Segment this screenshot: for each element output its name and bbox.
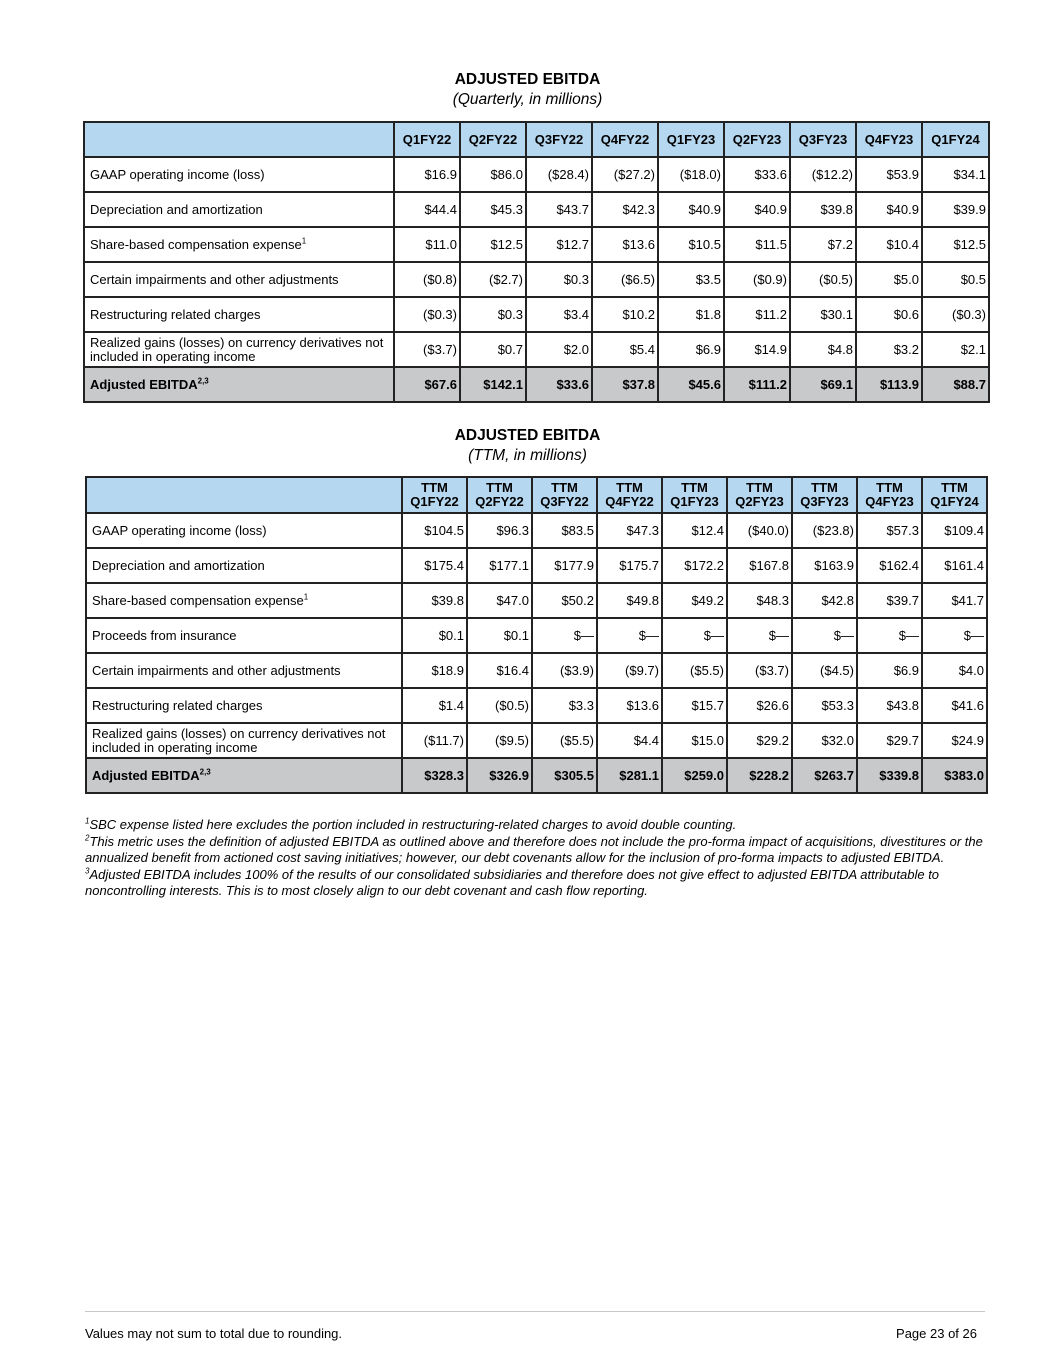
- footnote-marker: 1: [301, 236, 307, 246]
- row-label: [86, 653, 402, 688]
- value-cell: $2.0: [526, 332, 592, 367]
- value-cell: ($28.4): [526, 157, 592, 192]
- value-cell: ($0.8): [394, 262, 460, 297]
- value-cell: $53.9: [856, 157, 922, 192]
- value-cell: ($4.5): [792, 653, 857, 688]
- value-cell: $3.2: [856, 332, 922, 367]
- footnote-marker: 1: [303, 592, 309, 602]
- value-cell: $326.9: [467, 758, 532, 793]
- row-label-text: Realized gains (losses) on currency derivatives not included in operating income: [90, 334, 384, 364]
- value-cell: $48.3: [727, 583, 792, 618]
- row-label-text: Realized gains (losses) on currency derivatives not included in operating income: [92, 725, 386, 755]
- value-cell: $109.4: [922, 513, 987, 548]
- column-header: [402, 477, 467, 513]
- row-label-text: GAAP operating income (loss): [90, 166, 265, 182]
- column-header-line: TTM: [551, 480, 578, 495]
- value-cell: $177.9: [532, 548, 597, 583]
- column-header-line: TTM: [616, 480, 643, 495]
- value-cell: $15.0: [662, 723, 727, 758]
- column-header: [922, 477, 987, 513]
- footnote-number: 2: [85, 833, 90, 843]
- header-blank-cell: [84, 122, 394, 157]
- column-header: Q1FY24: [922, 122, 989, 157]
- column-header-line: TTM: [876, 480, 903, 495]
- row-label-text: Restructuring related charges: [90, 306, 261, 322]
- value-cell: $47.3: [597, 513, 662, 548]
- row-label-text: Certain impairments and other adjustments: [92, 662, 341, 678]
- value-cell: $34.1: [922, 157, 989, 192]
- value-cell: ($3.7): [727, 653, 792, 688]
- row-label: [84, 227, 394, 262]
- quarterly-title: ADJUSTED EBITDA: [454, 71, 601, 88]
- value-cell: $10.4: [856, 227, 922, 262]
- value-cell: $228.2: [727, 758, 792, 793]
- value-cell: ($9.7): [597, 653, 662, 688]
- value-cell: $263.7: [792, 758, 857, 793]
- value-cell: $42.3: [592, 192, 658, 227]
- table-row: [84, 227, 989, 262]
- value-cell: $0.3: [460, 297, 526, 332]
- footnote-marker: 2,3: [197, 376, 209, 386]
- value-cell: $3.3: [532, 688, 597, 723]
- column-header: [792, 477, 857, 513]
- value-cell: $40.9: [658, 192, 724, 227]
- footer-divider: [85, 1311, 985, 1312]
- value-cell: $7.2: [790, 227, 856, 262]
- value-cell: $50.2: [532, 583, 597, 618]
- row-label: [86, 688, 402, 723]
- column-header-line: Q1FY22: [410, 494, 459, 509]
- column-header-line: Q1FY23: [670, 494, 719, 509]
- column-header: Q3FY23: [790, 122, 856, 157]
- value-cell: $33.6: [724, 157, 790, 192]
- value-cell: $2.1: [922, 332, 989, 367]
- total-row: [84, 367, 989, 402]
- value-cell: $40.9: [856, 192, 922, 227]
- value-cell: $111.2: [724, 367, 790, 402]
- value-cell: $6.9: [857, 653, 922, 688]
- table-row: [84, 332, 989, 367]
- footnote: [85, 834, 990, 867]
- value-cell: ($6.5): [592, 262, 658, 297]
- value-cell: $43.7: [526, 192, 592, 227]
- row-label-text: Adjusted EBITDA: [92, 767, 200, 783]
- column-header-line: Q2FY22: [475, 494, 524, 509]
- column-header-line: Q1FY24: [930, 494, 979, 509]
- row-label: [86, 548, 402, 583]
- value-cell: ($3.7): [394, 332, 460, 367]
- row-label: [84, 192, 394, 227]
- table-header-row: [84, 122, 989, 157]
- value-cell: $43.8: [857, 688, 922, 723]
- table-row: [84, 262, 989, 297]
- value-cell: $57.3: [857, 513, 922, 548]
- value-cell: $69.1: [790, 367, 856, 402]
- value-cell: $26.6: [727, 688, 792, 723]
- value-cell: $44.4: [394, 192, 460, 227]
- value-cell: ($9.5): [467, 723, 532, 758]
- value-cell: $15.7: [662, 688, 727, 723]
- value-cell: ($0.9): [724, 262, 790, 297]
- value-cell: $162.4: [857, 548, 922, 583]
- value-cell: $10.5: [658, 227, 724, 262]
- row-label: [86, 758, 402, 793]
- row-label: [86, 618, 402, 653]
- column-header-line: TTM: [421, 480, 448, 495]
- row-label-text: Proceeds from insurance: [92, 627, 237, 643]
- value-cell: $—: [532, 618, 597, 653]
- column-header: Q2FY23: [724, 122, 790, 157]
- column-header: Q4FY23: [856, 122, 922, 157]
- column-header: [727, 477, 792, 513]
- row-label-text: Certain impairments and other adjustments: [90, 271, 339, 287]
- column-header-line: Q4FY23: [865, 494, 914, 509]
- value-cell: $0.1: [402, 618, 467, 653]
- row-label-text: Depreciation and amortization: [92, 557, 265, 573]
- value-cell: $175.4: [402, 548, 467, 583]
- value-cell: ($2.7): [460, 262, 526, 297]
- value-cell: $49.2: [662, 583, 727, 618]
- value-cell: $12.5: [922, 227, 989, 262]
- value-cell: ($27.2): [592, 157, 658, 192]
- value-cell: $53.3: [792, 688, 857, 723]
- value-cell: $40.9: [724, 192, 790, 227]
- value-cell: $177.1: [467, 548, 532, 583]
- column-header: Q2FY22: [460, 122, 526, 157]
- column-header-line: Q3FY22: [540, 494, 589, 509]
- value-cell: $—: [922, 618, 987, 653]
- value-cell: ($0.5): [467, 688, 532, 723]
- value-cell: $39.8: [402, 583, 467, 618]
- value-cell: $12.7: [526, 227, 592, 262]
- column-header: Q4FY22: [592, 122, 658, 157]
- value-cell: $259.0: [662, 758, 727, 793]
- value-cell: ($5.5): [662, 653, 727, 688]
- header-blank-cell: [86, 477, 402, 513]
- value-cell: $11.5: [724, 227, 790, 262]
- value-cell: $5.4: [592, 332, 658, 367]
- value-cell: $86.0: [460, 157, 526, 192]
- value-cell: $67.6: [394, 367, 460, 402]
- value-cell: $18.9: [402, 653, 467, 688]
- value-cell: $0.3: [526, 262, 592, 297]
- row-label-text: Restructuring related charges: [92, 697, 263, 713]
- value-cell: ($40.0): [727, 513, 792, 548]
- value-cell: $142.1: [460, 367, 526, 402]
- column-header: Q1FY22: [394, 122, 460, 157]
- table-row: [86, 688, 987, 723]
- column-header: [532, 477, 597, 513]
- column-header-line: Q4FY22: [605, 494, 654, 509]
- value-cell: ($12.2): [790, 157, 856, 192]
- quarterly-title-block: [0, 70, 1055, 110]
- table-row: [84, 297, 989, 332]
- value-cell: $0.6: [856, 297, 922, 332]
- value-cell: $13.6: [597, 688, 662, 723]
- value-cell: $161.4: [922, 548, 987, 583]
- value-cell: $41.6: [922, 688, 987, 723]
- table-row: [86, 723, 987, 758]
- row-label: [84, 367, 394, 402]
- row-label-text: Adjusted EBITDA: [90, 376, 198, 392]
- value-cell: $—: [727, 618, 792, 653]
- footnote-text: SBC expense listed here excludes the portion included in restructuring-related charges to avoid double counting.: [89, 817, 737, 832]
- value-cell: $3.5: [658, 262, 724, 297]
- value-cell: ($0.5): [790, 262, 856, 297]
- value-cell: $1.4: [402, 688, 467, 723]
- value-cell: $—: [792, 618, 857, 653]
- value-cell: ($5.5): [532, 723, 597, 758]
- value-cell: $16.4: [467, 653, 532, 688]
- value-cell: $11.0: [394, 227, 460, 262]
- value-cell: $29.7: [857, 723, 922, 758]
- table-row: [84, 157, 989, 192]
- value-cell: $12.5: [460, 227, 526, 262]
- column-header: [597, 477, 662, 513]
- footnote: [85, 817, 990, 834]
- table-header-row: [86, 477, 987, 513]
- value-cell: $39.7: [857, 583, 922, 618]
- value-cell: $—: [597, 618, 662, 653]
- column-header-line: TTM: [941, 480, 968, 495]
- value-cell: ($23.8): [792, 513, 857, 548]
- value-cell: $3.4: [526, 297, 592, 332]
- value-cell: $45.3: [460, 192, 526, 227]
- column-header-line: Q2FY23: [735, 494, 784, 509]
- footnotes: [85, 817, 990, 900]
- value-cell: $0.1: [467, 618, 532, 653]
- value-cell: $47.0: [467, 583, 532, 618]
- value-cell: $328.3: [402, 758, 467, 793]
- value-cell: $6.9: [658, 332, 724, 367]
- value-cell: $281.1: [597, 758, 662, 793]
- rounding-note: Values may not sum to total due to rounding.: [85, 1326, 343, 1341]
- value-cell: $32.0: [792, 723, 857, 758]
- value-cell: $33.6: [526, 367, 592, 402]
- table-row: [86, 583, 987, 618]
- value-cell: $—: [662, 618, 727, 653]
- column-header: [467, 477, 532, 513]
- value-cell: ($18.0): [658, 157, 724, 192]
- footnote-text: Adjusted EBITDA includes 100% of the results of our consolidated subsidiaries and therefore does not give effect to adjusted EBITDA attributable to noncontrolling interests. This is to most closely align to our debt covenant and cash flow reporting.: [85, 866, 940, 898]
- table-row: [86, 548, 987, 583]
- value-cell: $13.6: [592, 227, 658, 262]
- value-cell: $45.6: [658, 367, 724, 402]
- value-cell: $10.2: [592, 297, 658, 332]
- column-header: Q1FY23: [658, 122, 724, 157]
- row-label: [86, 513, 402, 548]
- row-label-text: Share-based compensation expense: [92, 592, 304, 608]
- value-cell: $42.8: [792, 583, 857, 618]
- row-label-text: Share-based compensation expense: [90, 236, 302, 252]
- value-cell: $12.4: [662, 513, 727, 548]
- value-cell: $29.2: [727, 723, 792, 758]
- row-label: [84, 157, 394, 192]
- value-cell: $172.2: [662, 548, 727, 583]
- value-cell: ($11.7): [402, 723, 467, 758]
- table-row: [86, 618, 987, 653]
- footnote-marker: 2,3: [199, 767, 211, 777]
- value-cell: $113.9: [856, 367, 922, 402]
- value-cell: $14.9: [724, 332, 790, 367]
- quarterly-ebitda-table: [83, 121, 990, 403]
- value-cell: $175.7: [597, 548, 662, 583]
- value-cell: ($0.3): [922, 297, 989, 332]
- row-label: [84, 332, 394, 367]
- column-header: Q3FY22: [526, 122, 592, 157]
- column-header: [662, 477, 727, 513]
- value-cell: $0.7: [460, 332, 526, 367]
- total-row: [86, 758, 987, 793]
- value-cell: $4.0: [922, 653, 987, 688]
- column-header-line: TTM: [746, 480, 773, 495]
- value-cell: ($0.3): [394, 297, 460, 332]
- column-header-line: Q3FY23: [800, 494, 849, 509]
- row-label: [84, 297, 394, 332]
- value-cell: $163.9: [792, 548, 857, 583]
- column-header-line: TTM: [486, 480, 513, 495]
- row-label: [84, 262, 394, 297]
- ttm-title-block: [0, 426, 1055, 466]
- value-cell: $83.5: [532, 513, 597, 548]
- value-cell: $39.8: [790, 192, 856, 227]
- value-cell: $5.0: [856, 262, 922, 297]
- footnote: [85, 867, 990, 900]
- row-label: [86, 583, 402, 618]
- table-row: [84, 192, 989, 227]
- row-label-text: Depreciation and amortization: [90, 201, 263, 217]
- ttm-title: ADJUSTED EBITDA: [454, 427, 601, 444]
- ttm-subtitle: (TTM, in millions): [468, 447, 587, 464]
- table-row: [86, 513, 987, 548]
- column-header-line: TTM: [681, 480, 708, 495]
- value-cell: $1.8: [658, 297, 724, 332]
- ttm-ebitda-table: [85, 476, 988, 794]
- value-cell: $24.9: [922, 723, 987, 758]
- value-cell: $39.9: [922, 192, 989, 227]
- table-row: [86, 653, 987, 688]
- value-cell: $11.2: [724, 297, 790, 332]
- column-header: [857, 477, 922, 513]
- footnote-number: 3: [85, 866, 90, 876]
- value-cell: $4.8: [790, 332, 856, 367]
- value-cell: $167.8: [727, 548, 792, 583]
- row-label-text: GAAP operating income (loss): [92, 522, 267, 538]
- footnote-number: 1: [85, 816, 90, 826]
- page-number: Page 23 of 26: [896, 1326, 977, 1341]
- value-cell: $41.7: [922, 583, 987, 618]
- value-cell: $339.8: [857, 758, 922, 793]
- value-cell: $305.5: [532, 758, 597, 793]
- value-cell: $49.8: [597, 583, 662, 618]
- value-cell: $96.3: [467, 513, 532, 548]
- value-cell: $383.0: [922, 758, 987, 793]
- value-cell: $4.4: [597, 723, 662, 758]
- value-cell: ($3.9): [532, 653, 597, 688]
- column-header-line: TTM: [811, 480, 838, 495]
- value-cell: $30.1: [790, 297, 856, 332]
- value-cell: $16.9: [394, 157, 460, 192]
- value-cell: $—: [857, 618, 922, 653]
- value-cell: $0.5: [922, 262, 989, 297]
- value-cell: $88.7: [922, 367, 989, 402]
- value-cell: $37.8: [592, 367, 658, 402]
- row-label: [86, 723, 402, 758]
- value-cell: $104.5: [402, 513, 467, 548]
- quarterly-subtitle: (Quarterly, in millions): [452, 91, 603, 108]
- footnote-text: This metric uses the definition of adjusted EBITDA as outlined above and therefore does not include the pro-forma impact of acquisitions, divestitures or the annualized benefit from actioned cost saving initiatives; however, our debt covenants allow for the inclusion of pro-forma impacts to adjusted EBITDA.: [85, 833, 983, 865]
